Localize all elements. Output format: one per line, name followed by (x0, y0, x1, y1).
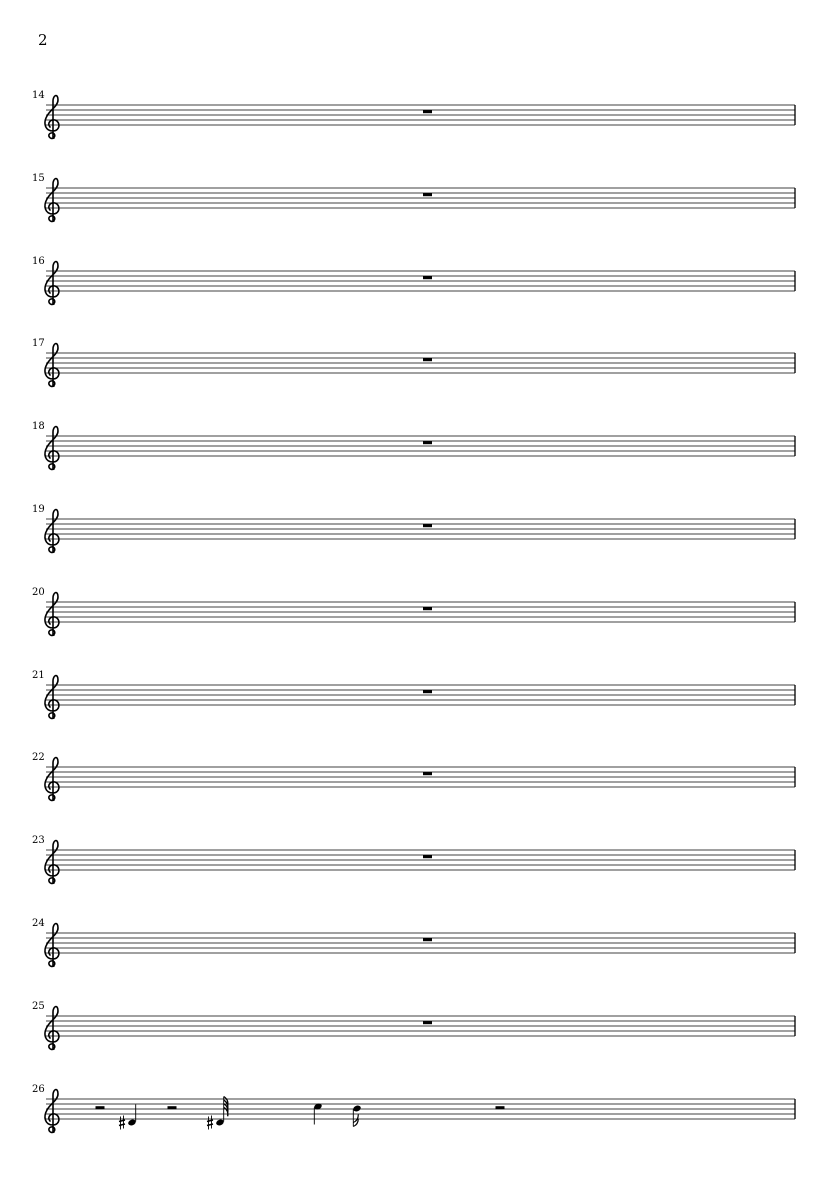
whole-rest (423, 607, 432, 610)
staff (0, 588, 835, 648)
treble-clef-icon (45, 592, 59, 635)
measure-number: 17 (32, 338, 45, 350)
staff (0, 836, 835, 896)
staff (0, 339, 835, 399)
staff-system (0, 91, 835, 151)
staff (0, 753, 835, 813)
staff-system (0, 919, 835, 979)
staff-system (0, 257, 835, 317)
staff-system (0, 174, 835, 234)
whole-rest (423, 441, 432, 444)
measure-number: 24 (32, 918, 45, 929)
whole-rest (423, 110, 432, 113)
whole-rest (423, 193, 432, 196)
measure-number: 26 (32, 1083, 45, 1095)
treble-clef-icon (45, 510, 59, 553)
treble-clef-icon (45, 1089, 59, 1132)
measure-number: 23 (32, 835, 45, 847)
sharp-icon (119, 1115, 125, 1129)
treble-clef-icon (45, 758, 59, 801)
notehead (352, 1104, 361, 1112)
measure-number: 20 (32, 586, 45, 598)
staff-system (0, 422, 835, 482)
treble-clef-icon (45, 261, 59, 304)
treble-clef-icon (45, 427, 59, 470)
measure-number: 22 (32, 752, 45, 764)
staff (0, 257, 835, 317)
treble-clef-icon (45, 344, 59, 387)
whole-rest (423, 855, 432, 858)
staff (0, 174, 835, 234)
whole-rest (423, 938, 432, 941)
staff-system (0, 671, 835, 731)
staff (0, 1002, 835, 1062)
staff-system (0, 339, 835, 399)
treble-clef-icon (45, 96, 59, 139)
whole-rest (423, 690, 432, 693)
notehead (127, 1118, 136, 1126)
measure-number: 18 (32, 421, 45, 433)
treble-clef-icon (45, 924, 59, 967)
staff (0, 919, 835, 979)
half-rest (96, 1106, 105, 1109)
staff-system (0, 1085, 835, 1145)
measure-number: 15 (32, 172, 45, 184)
measure-number: 21 (32, 669, 45, 681)
measure-number: 14 (32, 90, 45, 101)
staff (0, 671, 835, 731)
page-number: 2 (38, 31, 48, 49)
staff (0, 91, 835, 151)
staff (0, 1085, 835, 1145)
treble-clef-icon (45, 178, 59, 221)
measure-number: 19 (32, 504, 45, 515)
staff (0, 505, 835, 565)
treble-clef-icon (45, 1006, 59, 1049)
whole-rest (423, 276, 432, 279)
whole-rest (423, 524, 432, 527)
staff-system (0, 505, 835, 565)
half-rest (496, 1106, 505, 1109)
treble-clef-icon (45, 841, 59, 884)
measure-number: 25 (32, 1000, 45, 1012)
staff (0, 422, 835, 482)
staff-system (0, 588, 835, 648)
measure-number: 16 (32, 255, 45, 267)
treble-clef-icon (45, 675, 59, 718)
sharp-icon (207, 1115, 213, 1129)
notehead (215, 1118, 224, 1126)
staff-system (0, 1002, 835, 1062)
whole-rest (423, 772, 432, 775)
staff-system (0, 753, 835, 813)
staff-system (0, 836, 835, 896)
whole-rest (423, 358, 432, 361)
half-rest (168, 1106, 177, 1109)
whole-rest (423, 1021, 432, 1024)
